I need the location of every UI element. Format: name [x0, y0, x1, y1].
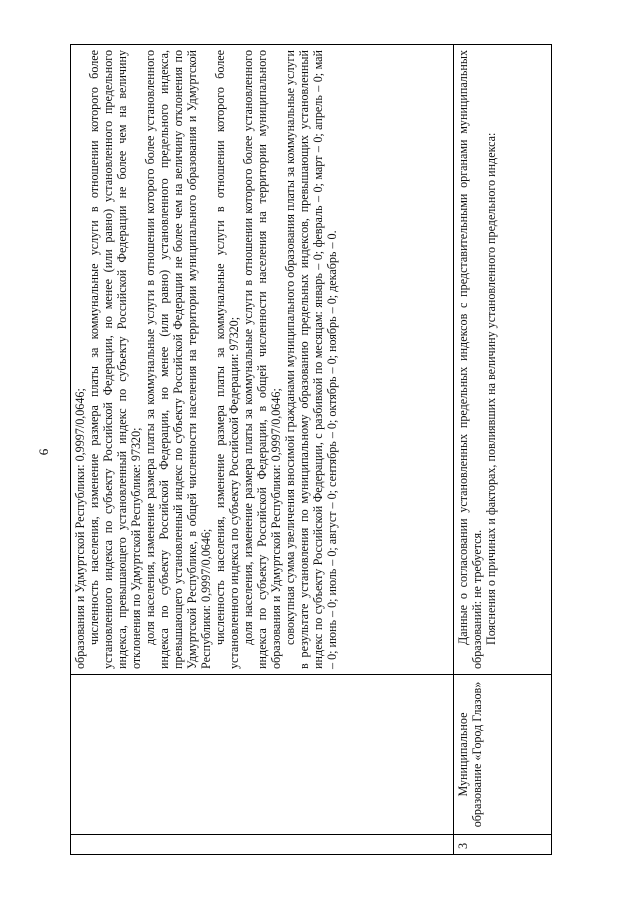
paragraph: образования и Удмуртской Республики: 0,9997/0,0646; [73, 388, 87, 669]
paragraph: численность населения, изменение размера платы за коммунальные услуги в отношении которого более установленного индекса по субъекту Российской Федерации, но менее (или равно) установленного предельного индекса, превышающего установленный индекс по субъекту Российской Федерации не более чем на величину отклонения по Удмуртской Республике: 97320; [87, 50, 144, 669]
rotated-table-frame [70, 45, 545, 855]
municipality-cell: Муниципальное образование «Город Глазов» [454, 675, 552, 835]
paragraph: Пояснения о причинах и факторах, повлиявших на величину установленного предельного индекса: [484, 132, 499, 645]
municipality-cell [71, 675, 454, 835]
page-number: 6 [36, 448, 51, 456]
paragraph: совокупная сумма увеличения вносимой гражданами муниципального образования платы за коммунальные услуги в результате установления по муниципальному образованию предельных индексов, превышающих установленный индекс по субъекту Российской Федерации, с разбивкой по месяцам: январь – 0; февраль – 0; март – 0; апрель – 0; май – 0; июнь – 0; июль – 0; август – 0; сентябрь – 0; октябрь – 0; ноябрь – 0; декабрь – 0. [283, 50, 340, 669]
paragraph: доля населения, изменение размера платы за коммунальные услуги в отношении которого более установленного индекса по субъекту Российской Федерации, в общей численности населения на территории муниципального образования и Удмуртской Республики: 0,9997/0,0646; [241, 50, 284, 669]
table-row [71, 45, 454, 855]
details-cell [71, 45, 454, 675]
row-number-cell [71, 835, 454, 855]
row-number-cell: 3 [454, 835, 552, 855]
paragraph: численность населения, изменение размера платы за коммунальные услуги в отношении которого более установленного индекса по субъекту Российской Федерации: 97320; [213, 50, 242, 669]
paragraph: доля населения, изменение размера платы за коммунальные услуги в отношении которого более установленного индекса по субъекту Российской Федерации, но менее (или равно) установленного предельного индекса, превышающего установленный индекс по субъекту Российской Федерации не более чем на величину отклонения по Удмуртской Республике, в общей численности населения на территории муниципального образования и Удмуртской Республики: 0,9997/0,0646; [143, 50, 214, 669]
details-cell [454, 45, 552, 675]
table-row [454, 45, 552, 855]
paragraph: Данные о согласовании установленных предельных индексов с представительными органами муниципальных образований: не требуется. [456, 50, 485, 669]
indices-table [70, 44, 552, 855]
